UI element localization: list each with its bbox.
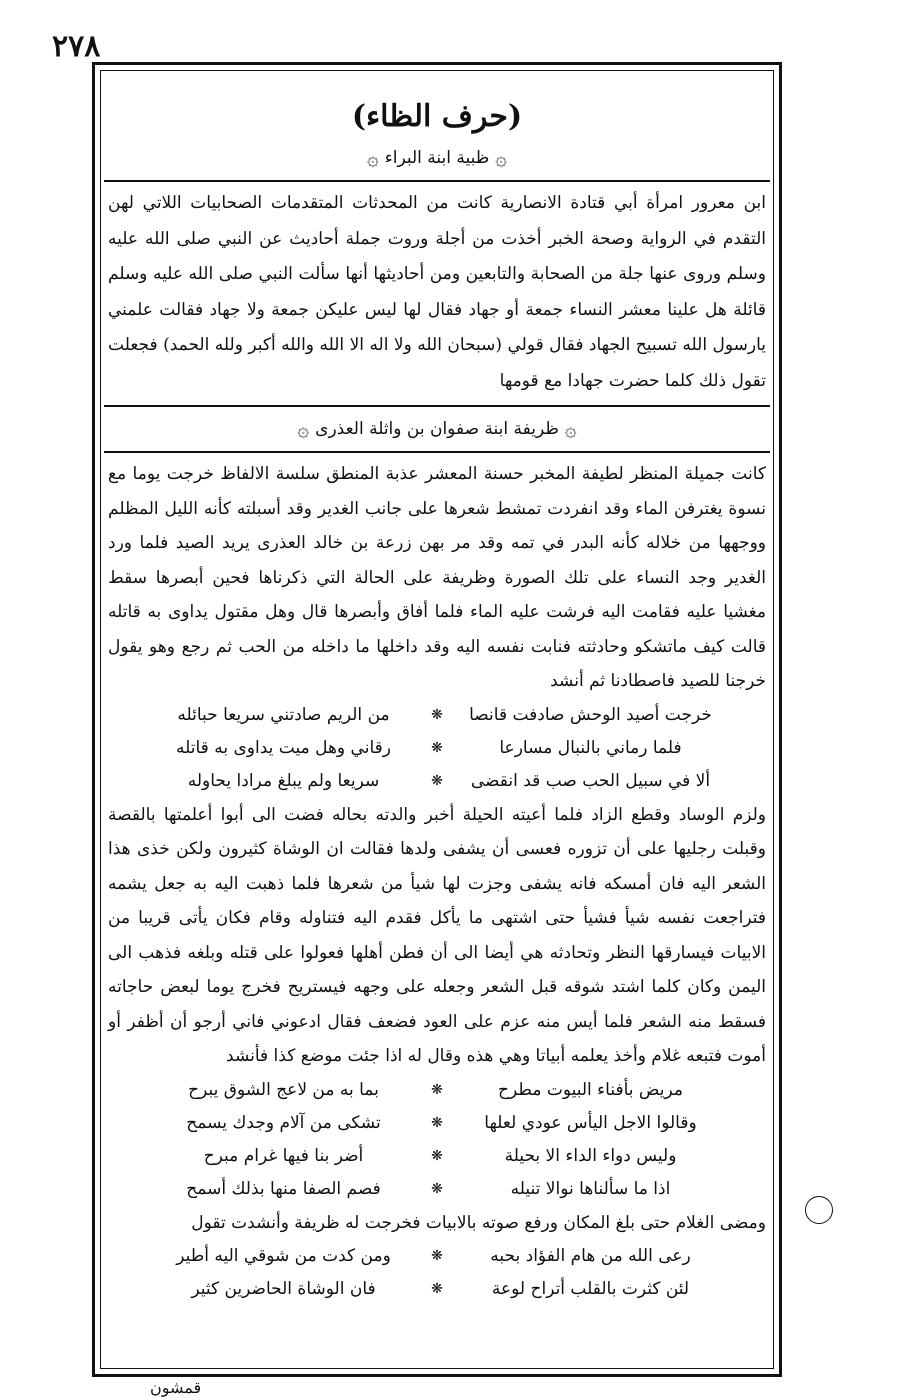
verse-hemistich: فلما رماني بالنبال مسارعا [499, 737, 682, 758]
margin-circle-mark [805, 1196, 833, 1224]
verse-hemistich: من الريم صادتني سريعا حبائله [177, 704, 390, 725]
verse-hemistich: فان الوشاة الحاضرين كثير [191, 1279, 376, 1299]
verse-separator-icon: ❋ [431, 706, 443, 723]
verse-separator-icon: ❋ [431, 1114, 443, 1131]
divider [104, 180, 770, 182]
verse-separator-icon: ❋ [431, 1180, 443, 1197]
verse-line [104, 1240, 770, 1273]
verse-hemistich: وليس دواء الداء الا بحيلة [504, 1145, 677, 1166]
verse-hemistich: بما به من لاعج الشوق يبرح [188, 1079, 379, 1100]
verse-hemistich: ومن كدت من شوقي اليه أطير [176, 1246, 391, 1266]
verse-line [104, 1173, 770, 1206]
verse-line [104, 765, 770, 798]
verse-hemistich: فصم الصفا منها بذلك أسمح [186, 1178, 381, 1199]
ornament-icon: ۞ [495, 146, 507, 170]
ornament-icon: ۞ [297, 417, 310, 441]
verse-hemistich: اذا ما سألناها نوالا تنيله [510, 1178, 671, 1199]
verse-separator-icon: ❋ [431, 1147, 443, 1164]
page-number: ٢٧٨ [52, 29, 101, 64]
ornament-icon: ۞ [367, 146, 379, 170]
paragraph: ابن معرور امرأة أبي قتادة الانصارية كانت من المحدثات المتقدمات الصحابيات اللاتي لهن التقدم في الرواية وصحة الخبر أخذت من أجلة وروت جملة أحاديث عن النبي صلى الله عليه وسلم وروى عنها جلة من الصحابة والتابعين ومن أحاديثها أنها سألت النبي صلى الله عليه وسلم قائلة هل علينا معشر النساء جمعة أو جهاد فقال لها ليس عليكن جمعة ولا جهاد فقالت علمني يارسول الله تسبيح الجهاد فقال قولي (سبحان الله ولا اله الا الله والله أكبر ولله الحمد) فجعلت تقول ذلك كلما حضرت جهادا مع قومها [108, 193, 766, 391]
section-heading-2 [104, 411, 770, 447]
verse-line [104, 732, 770, 765]
chapter-title: (حرف الظاء) [351, 99, 523, 134]
verse-hemistich: سريعا ولم يبلغ مرادا يحاوله [187, 770, 380, 791]
verse-separator-icon: ❋ [431, 739, 443, 756]
verse-hemistich: ألا في سبيل الحب صب قد انقضى [470, 770, 711, 791]
verse-hemistich: تشكى من آلام وجدك يسمح [186, 1112, 381, 1133]
verse-line [104, 1074, 770, 1107]
section-heading-text: ظريفة ابنة صفوان بن واثلة العذرى [315, 419, 559, 439]
paragraph: ومضى الغلام حتى بلغ المكان ورفع صوته بالابيات فخرجت له ظريفة وأنشدت تقول [191, 1212, 766, 1233]
divider [104, 451, 770, 453]
verse-line [104, 1273, 770, 1306]
verse-hemistich: مريض بأفناء البيوت مطرح [498, 1079, 683, 1100]
verse-hemistich: أضر بنا فيها غرام مبرح [203, 1145, 364, 1166]
section-heading-text: ظبية ابنة البراء [384, 148, 490, 168]
verse-hemistich: رقاني وهل ميت يداوى به قاتله [176, 737, 391, 758]
verse-hemistich: رعى الله من هام الفؤاد بحبه [490, 1246, 691, 1266]
verse-line [104, 1107, 770, 1140]
paragraph: كانت جميلة المنظر لطيفة المخبر حسنة المعشر عذبة المنطق سلسة الالفاظ خرجت يوما مع نسوة يغترفن الماء وقد انفردت تمشط شعرها على جانب الغدير وقد أسبلته كأنه الليل المظلم ووجهها من خلاله كأنه البدر في تمه وقد مر بهن زرعة بن خالد العذرى يريد الصيد فلما ورد الغدير وجد النساء على تلك الصورة وظريفة على الحالة التي ذكرناها فحين أبصرها سقط مغشيا عليه فقامت اليه فرشت عليه الماء فلما أفاق وأبصرها قال وهل مقتول يداوى به قاتله قالت كيف ماتشكو وحادثته فنابت نفسه اليه وقد داخلها ما داخله من الحب ثم رجع وهو يقول خرجنا للصيد فاصطادنا ثم أنشد [108, 464, 766, 691]
verse-separator-icon: ❋ [431, 1281, 443, 1297]
page-content [104, 74, 770, 1364]
verse-hemistich: خرجت أصيد الوحش صادفت قانصا [469, 704, 712, 725]
verse-line [104, 699, 770, 732]
verse-separator-icon: ❋ [431, 1248, 443, 1264]
divider [104, 405, 770, 407]
verse-hemistich: وقالوا الاجل اليأس عودي لعلها [484, 1112, 697, 1133]
catchword: قمشون [150, 1378, 202, 1397]
verse-separator-icon: ❋ [431, 772, 443, 789]
verse-separator-icon: ❋ [431, 1081, 443, 1098]
paragraph: ولزم الوساد وقطع الزاد فلما أعيته الحيلة أخبر والدته بحاله فضت الى أبوا أعلمتها بالقصة وقبلت رجليها على أن تزوره فعسى أن يشفى ولدها فقالت ان الوشاة كثيرون ولكن خذى هذا الشعر اليه فان أمسكه فانه يشفى وجزت لها شيأ من شعرها فلما ذهبت اليه به جعل يشمه فتراجعت نفسه شيأ فشيأ حتى اشتهى ما يأكل فقدم اليه فتناوله وقام فكان يأتى قريبا من الابيات فيسارقها النظر وتحادثه هي أيضا الى أن فطن أهلها فعولوا على قتله وبلغه فذهب الى اليمن وكان كلما اشتد شوقه قبل الشعر وجعله على وجهه فيستريح فخرج يوما لبعض حاجاته فسقط منه الشعر فلما أيس منه عزم على العود فضعف فقال ادعوني فاني أرجو أن أظفر أو أموت فتبعه غلام وأخذ يعلمه أبياتا وهي هذه وقال له اذا جئت موضع كذا فأنشد [108, 804, 766, 1066]
ornament-icon: ۞ [564, 417, 577, 441]
section-heading-1 [104, 140, 770, 176]
verse-line [104, 1140, 770, 1173]
verse-hemistich: لئن كثرت بالقلب أتراح لوعة [491, 1279, 690, 1299]
